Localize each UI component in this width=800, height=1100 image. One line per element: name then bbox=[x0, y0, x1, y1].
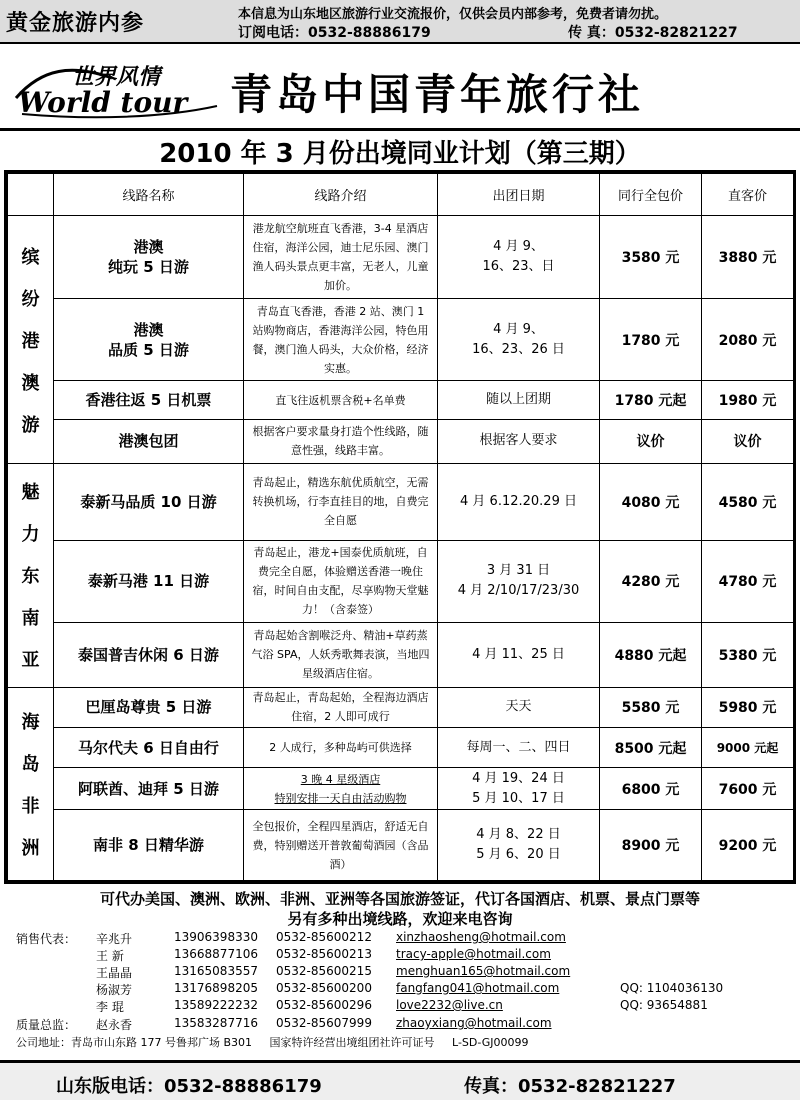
peer-price: 8500 元起 bbox=[600, 727, 702, 767]
route-dates: 每周一、二、四日 bbox=[438, 727, 600, 767]
direct-price: 议价 bbox=[702, 419, 794, 463]
contact-mobile: 13906398330 bbox=[174, 930, 258, 944]
route-name: 香港往返 5 日机票 bbox=[54, 381, 244, 419]
visa-service-note: 可代办美国、澳洲、欧洲、非洲、亚洲等各国旅游签证，代订各国酒店、机票、景点门票等 bbox=[99, 890, 700, 908]
route-intro: 港龙航空航班直飞香港，3-4 星酒店住宿，海洋公园，迪士尼乐园、澳门渔人码头景点更丰富，无老人，儿童加价。 bbox=[244, 216, 438, 299]
license-number: L-SD-GJ00099 bbox=[452, 1036, 529, 1049]
route-name: 港澳 纯玩 5 日游 bbox=[54, 216, 244, 299]
region-island: 海 岛 非 洲 bbox=[8, 687, 54, 880]
itinerary-table bbox=[4, 170, 796, 884]
table-header-row bbox=[8, 174, 794, 216]
direct-price: 1980 元 bbox=[702, 381, 794, 419]
route-name: 港澳 品质 5 日游 bbox=[54, 298, 244, 381]
route-dates: 4 月 19、24 日 5 月 10、17 日 bbox=[438, 768, 600, 810]
route-dates: 4 月 9、 16、23、日 bbox=[438, 216, 600, 299]
contact-tel: 0532-85600200 bbox=[276, 981, 372, 995]
header-direct-price: 直客价 bbox=[702, 174, 794, 216]
peer-price: 4080 元 bbox=[600, 464, 702, 541]
route-name: 阿联酋、迪拜 5 日游 bbox=[54, 768, 244, 810]
contact-name: 辛兆升 bbox=[96, 932, 133, 946]
peer-price: 5580 元 bbox=[600, 687, 702, 727]
header-fax: 传 真：0532-82821227 bbox=[568, 25, 738, 41]
contact-name: 李 琨 bbox=[96, 1000, 124, 1014]
contact-tel: 0532-85600296 bbox=[276, 998, 372, 1012]
contact-tel: 0532-85607999 bbox=[276, 1016, 372, 1030]
direct-price: 3880 元 bbox=[702, 216, 794, 299]
peer-price: 1780 元 bbox=[600, 298, 702, 381]
table-row bbox=[8, 623, 794, 687]
peer-price: 议价 bbox=[600, 419, 702, 463]
route-intro: 直飞往返机票含税+名单费 bbox=[244, 381, 438, 419]
table-row bbox=[8, 419, 794, 463]
route-intro: 2 人成行，多种岛屿可供选择 bbox=[244, 727, 438, 767]
direct-price: 9200 元 bbox=[702, 810, 794, 881]
bottom-fax: 传真：0532-82821227 bbox=[464, 1076, 676, 1097]
header-route: 线路名称 bbox=[54, 174, 244, 216]
contact-tel: 0532-85600212 bbox=[276, 930, 372, 944]
route-name: 巴厘岛尊贵 5 日游 bbox=[54, 687, 244, 727]
direct-price: 9000 元起 bbox=[702, 727, 794, 767]
contact-email[interactable]: zhaoyxiang@hotmail.com bbox=[396, 1016, 552, 1030]
subscribe-phone: 订阅电话：0532-88886179 bbox=[238, 25, 431, 41]
sales-label: 销售代表： bbox=[16, 932, 77, 946]
contact-qq: QQ: 93654881 bbox=[620, 998, 708, 1012]
contact-email[interactable]: tracy-apple@hotmail.com bbox=[396, 947, 551, 961]
header-corner bbox=[8, 174, 54, 216]
header-intro: 线路介绍 bbox=[244, 174, 438, 216]
route-intro: 3 晚 4 星级酒店 特别安排一天自由活动购物 bbox=[244, 768, 438, 810]
route-intro: 青岛起始含割喉泛舟、精油+草药蒸气浴 SPA，人妖秀歌舞表演，当地四星级酒店住宿。 bbox=[244, 623, 438, 687]
table-row bbox=[8, 298, 794, 381]
route-dates: 根据客人要求 bbox=[438, 419, 600, 463]
table-row bbox=[8, 464, 794, 541]
table-row bbox=[8, 687, 794, 727]
contact-mobile: 13176898205 bbox=[174, 981, 258, 995]
route-dates: 4 月 6.12.20.29 日 bbox=[438, 464, 600, 541]
contact-email[interactable]: menghuan165@hotmail.com bbox=[396, 964, 571, 978]
route-dates: 3 月 31 日 4 月 2/10/17/23/30 bbox=[438, 540, 600, 623]
route-name: 泰国普吉休闲 6 日游 bbox=[54, 623, 244, 687]
logo-chinese: 世界风情 bbox=[72, 64, 161, 90]
route-dates: 4 月 9、 16、23、26 日 bbox=[438, 298, 600, 381]
direct-price: 5380 元 bbox=[702, 623, 794, 687]
contact-tel: 0532-85600213 bbox=[276, 947, 372, 961]
peer-price: 8900 元 bbox=[600, 810, 702, 881]
qc-label: 质量总监： bbox=[16, 1018, 77, 1032]
route-intro: 青岛起止，青岛起始，全程海边酒店住宿，2 人即可成行 bbox=[244, 687, 438, 727]
contact-qq: QQ: 1104036130 bbox=[620, 981, 724, 995]
region-sea: 魅 力 东 南 亚 bbox=[8, 464, 54, 688]
route-name: 南非 8 日精华游 bbox=[54, 810, 244, 881]
route-dates: 随以上团期 bbox=[438, 381, 600, 419]
route-dates: 4 月 11、25 日 bbox=[438, 623, 600, 687]
route-dates: 天天 bbox=[438, 687, 600, 727]
company-address-line bbox=[16, 1034, 543, 1050]
bottom-banner bbox=[0, 1060, 800, 1100]
more-routes-note: 另有多种出境线路，欢迎来电咨询 bbox=[287, 910, 513, 928]
contact-name: 王 新 bbox=[96, 949, 124, 963]
route-intro: 青岛起止，港龙+国泰优质航班，自费完全自愿，体验赠送香港一晚住宿，时间自由支配，尽享购物天堂魅力！（含泰签） bbox=[244, 540, 438, 623]
contact-email[interactable]: xinzhaosheng@hotmail.com bbox=[396, 930, 566, 944]
direct-price: 5980 元 bbox=[702, 687, 794, 727]
contact-mobile: 13589222232 bbox=[174, 998, 258, 1012]
route-intro: 青岛直飞香港，香港 2 站、澳门 1 站购物商店，香港海洋公园，特色用餐，澳门渔人码头，大众价格，经济实惠。 bbox=[244, 298, 438, 381]
world-tour-logo bbox=[12, 58, 222, 122]
contact-name: 王晶晶 bbox=[96, 966, 133, 980]
peer-price: 3580 元 bbox=[600, 216, 702, 299]
route-name: 马尔代夫 6 日自由行 bbox=[54, 727, 244, 767]
peer-price: 1780 元起 bbox=[600, 381, 702, 419]
contact-name: 杨淑芳 bbox=[96, 983, 133, 997]
peer-price: 4880 元起 bbox=[600, 623, 702, 687]
logo-english: World tour bbox=[18, 86, 188, 119]
route-dates: 4 月 8、22 日 5 月 6、20 日 bbox=[438, 810, 600, 881]
brand-title: 黄金旅游内参 bbox=[6, 11, 145, 36]
top-banner bbox=[0, 0, 800, 44]
route-intro: 青岛起止，精选东航优质航空，无需转换机场，行李直挂目的地，自费完全自愿 bbox=[244, 464, 438, 541]
company-address: 公司地址：青岛市山东路 177 号鲁邦广场 B301 bbox=[16, 1036, 253, 1049]
direct-price: 4780 元 bbox=[702, 540, 794, 623]
contact-tel: 0532-85600215 bbox=[276, 964, 372, 978]
header-dates: 出团日期 bbox=[438, 174, 600, 216]
contact-mobile: 13165083557 bbox=[174, 964, 258, 978]
member-notice: 本信息为山东地区旅游行业交流报价，仅供会员内部参考，免费者请勿扰。 bbox=[238, 7, 668, 22]
route-intro: 根据客户要求量身打造个性线路，随意性强，线路丰富。 bbox=[244, 419, 438, 463]
license-label: 国家特许经营出境组团社许可证号 bbox=[269, 1036, 435, 1049]
table-row bbox=[8, 810, 794, 881]
direct-price: 4580 元 bbox=[702, 464, 794, 541]
table-row bbox=[8, 216, 794, 299]
direct-price: 2080 元 bbox=[702, 298, 794, 381]
plan-title: 2010 年 3 月份出境同业计划（第三期） bbox=[0, 128, 800, 166]
contact-name: 赵永香 bbox=[96, 1018, 133, 1032]
table-row bbox=[8, 381, 794, 419]
route-intro: 全包报价，全程四星酒店，舒适无自费，特别赠送开普敦葡萄酒园（含品酒） bbox=[244, 810, 438, 881]
route-name: 港澳包团 bbox=[54, 419, 244, 463]
peer-price: 6800 元 bbox=[600, 768, 702, 810]
contact-email[interactable]: fangfang041@hotmail.com bbox=[396, 981, 560, 995]
table-row bbox=[8, 727, 794, 767]
header-peer-price: 同行全包价 bbox=[600, 174, 702, 216]
direct-price: 7600 元 bbox=[702, 768, 794, 810]
peer-price: 4280 元 bbox=[600, 540, 702, 623]
table-row bbox=[8, 768, 794, 810]
agency-name: 青岛中国青年旅行社 bbox=[230, 70, 645, 119]
bottom-phone: 山东版电话：0532-88886179 bbox=[56, 1076, 322, 1097]
region-hkmo: 缤 纷 港 澳 游 bbox=[8, 216, 54, 464]
route-name: 泰新马品质 10 日游 bbox=[54, 464, 244, 541]
route-name: 泰新马港 11 日游 bbox=[54, 540, 244, 623]
contact-email[interactable]: love2232@live.cn bbox=[396, 998, 503, 1012]
contact-mobile: 13583287716 bbox=[174, 1016, 258, 1030]
table-row bbox=[8, 540, 794, 623]
contact-mobile: 13668877106 bbox=[174, 947, 258, 961]
